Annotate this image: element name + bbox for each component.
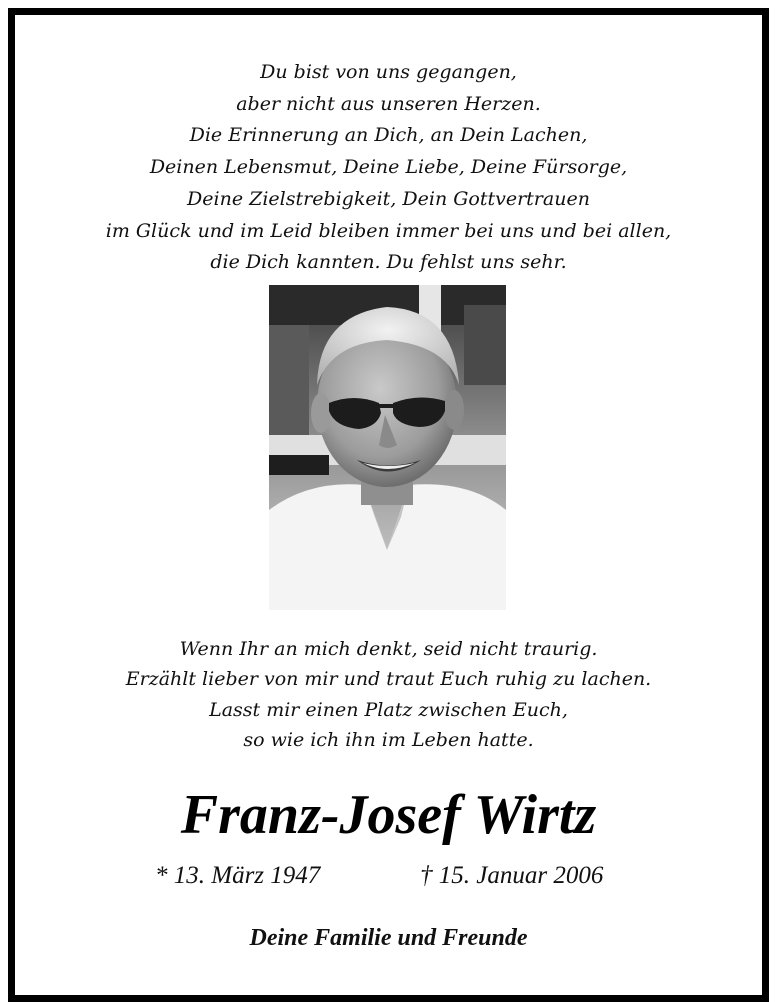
portrait-image xyxy=(269,285,506,610)
verse-top-line: Die Erinnerung an Dich, an Dein Lachen, xyxy=(189,124,588,147)
signoff: Deine Familie und Freunde xyxy=(249,925,528,951)
verse-bottom-line: Wenn Ihr an mich denkt, seid nicht traurig. xyxy=(179,638,598,660)
verse-bottom-line: Erzählt lieber von mir und traut Euch ruhig zu lachen. xyxy=(125,668,652,691)
obituary-frame xyxy=(8,8,769,1002)
verse-bottom-line: so wie ich ihn im Leben hatte. xyxy=(243,728,534,751)
verse-bottom-line: Lasst mir einen Platz zwischen Euch, xyxy=(209,698,568,721)
deceased-name: Franz-Josef Wirtz xyxy=(180,784,597,846)
verse-top-line: die Dich kannten. Du fehlst uns sehr. xyxy=(210,251,567,274)
verse-bottom xyxy=(15,634,762,755)
death-date: † 15. Januar 2006 xyxy=(420,862,604,889)
verse-top xyxy=(15,57,762,279)
verse-top-line: Deinen Lebensmut, Deine Liebe, Deine Fürsorge, xyxy=(149,156,628,179)
verse-top-line: Du bist von uns gegangen, xyxy=(260,61,517,83)
verse-top-line: im Glück und im Leid bleiben immer bei uns und bei allen, xyxy=(105,219,672,242)
verse-top-line: aber nicht aus unseren Herzen. xyxy=(236,92,541,115)
verse-top-line: Deine Zielstrebigkeit, Dein Gottvertrauen xyxy=(187,187,590,210)
portrait-photo xyxy=(269,285,506,610)
birth-date: * 13. März 1947 xyxy=(155,862,321,889)
